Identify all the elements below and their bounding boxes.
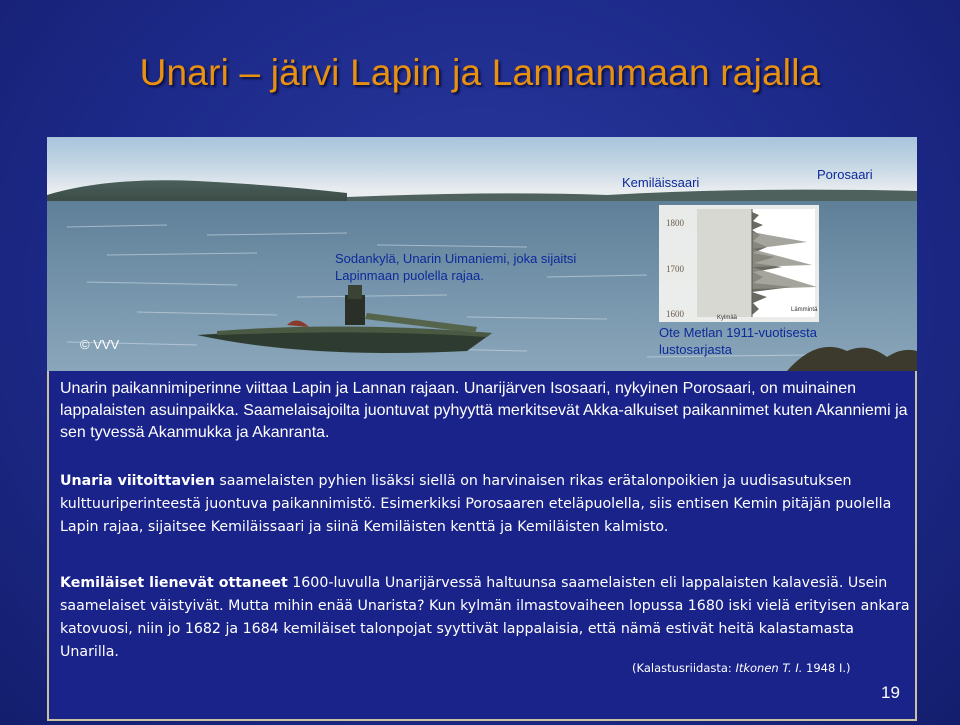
paragraph-1-lead: Unaria viitoittavien [60, 473, 215, 489]
caption-metla: Ote Metlan 1911-vuotisesta lustosarjasta [659, 325, 818, 357]
paragraph-1-body: saamelaisten pyhien lisäksi siellä on harvinaisen rikas erätalonpoikien ja uudisasutuksen kulttuuriperinteestä juontuva paikannimistö. Esimerkiksi Porosaaren eteläpuolella, siis entisen Kemin pitäjän puolella Lapin rajaa, sijaitsee Kemiläissaari ja siinä Kemiläisten kenttä ja Kemiläisten kalmisto. [60, 473, 892, 535]
caption-kemilaissaari: Kemiläissaari [622, 175, 700, 190]
caption-porosaari: Porosaari [817, 167, 873, 182]
source-suffix: 1948 I.) [802, 661, 851, 675]
chart-ylabel-1700: 1700 [666, 264, 684, 274]
paragraph-2-lead: Kemiläiset lienevät ottaneet [60, 575, 288, 591]
text-box [47, 371, 917, 721]
chart-label-cold: Kylmää [717, 315, 738, 321]
chart-ylabel-1800: 1800 [666, 218, 684, 228]
chart-label-warm: Lämmintä [791, 307, 818, 313]
lake-photo [47, 137, 917, 371]
chart-ylabel-1600: 1600 [666, 309, 684, 319]
paragraph-2-body: 1600-luvulla Unarijärvessä haltuunsa saamelaisten eli lappalaisten kalavesiä. Usein saamelaiset väistyivät. Mutta mihin enää Unarista? Kun kylmän ilmastovaiheen lopussa 1680 iski vielä erityisen ankara katovuosi, niin jo 1682 ja 1684 kemiläiset talonpojat syyttivät lappalaisia, että nämä estivät heitä kalastamasta Unarilla. [60, 575, 910, 660]
intro-paragraph: Unarin paikannimiperinne viittaa Lapin ja Lannan rajaan. Unarijärven Isosaari, nykyinen Porosaari, on muinainen lappalaisten asuinpaikka. Saamelaisajoilta juontuvat pyhyyttä merkitsevät Akka-alkuiset paikannimet kuten Akanniemi ja sen tyvessä Akanmukka ja Akanranta. [60, 380, 908, 441]
paragraph-1 [60, 470, 915, 539]
slide-title: Unari – järvi Lapin ja Lannanmaan rajalla [139, 52, 821, 93]
page-number: 19 [881, 683, 900, 702]
caption-copyright: © VVV [80, 337, 120, 352]
far-hills-left [47, 180, 347, 203]
source-author: Itkonen T. I. [735, 661, 803, 675]
source-prefix: (Kalastusriidasta: [632, 661, 736, 675]
source-citation [632, 661, 851, 675]
caption-sodankyla: Sodankylä, Unarin Uimaniemi, joka sijaitsi Lapinmaan puolella rajaa. [335, 251, 577, 283]
paragraph-2 [60, 572, 915, 664]
